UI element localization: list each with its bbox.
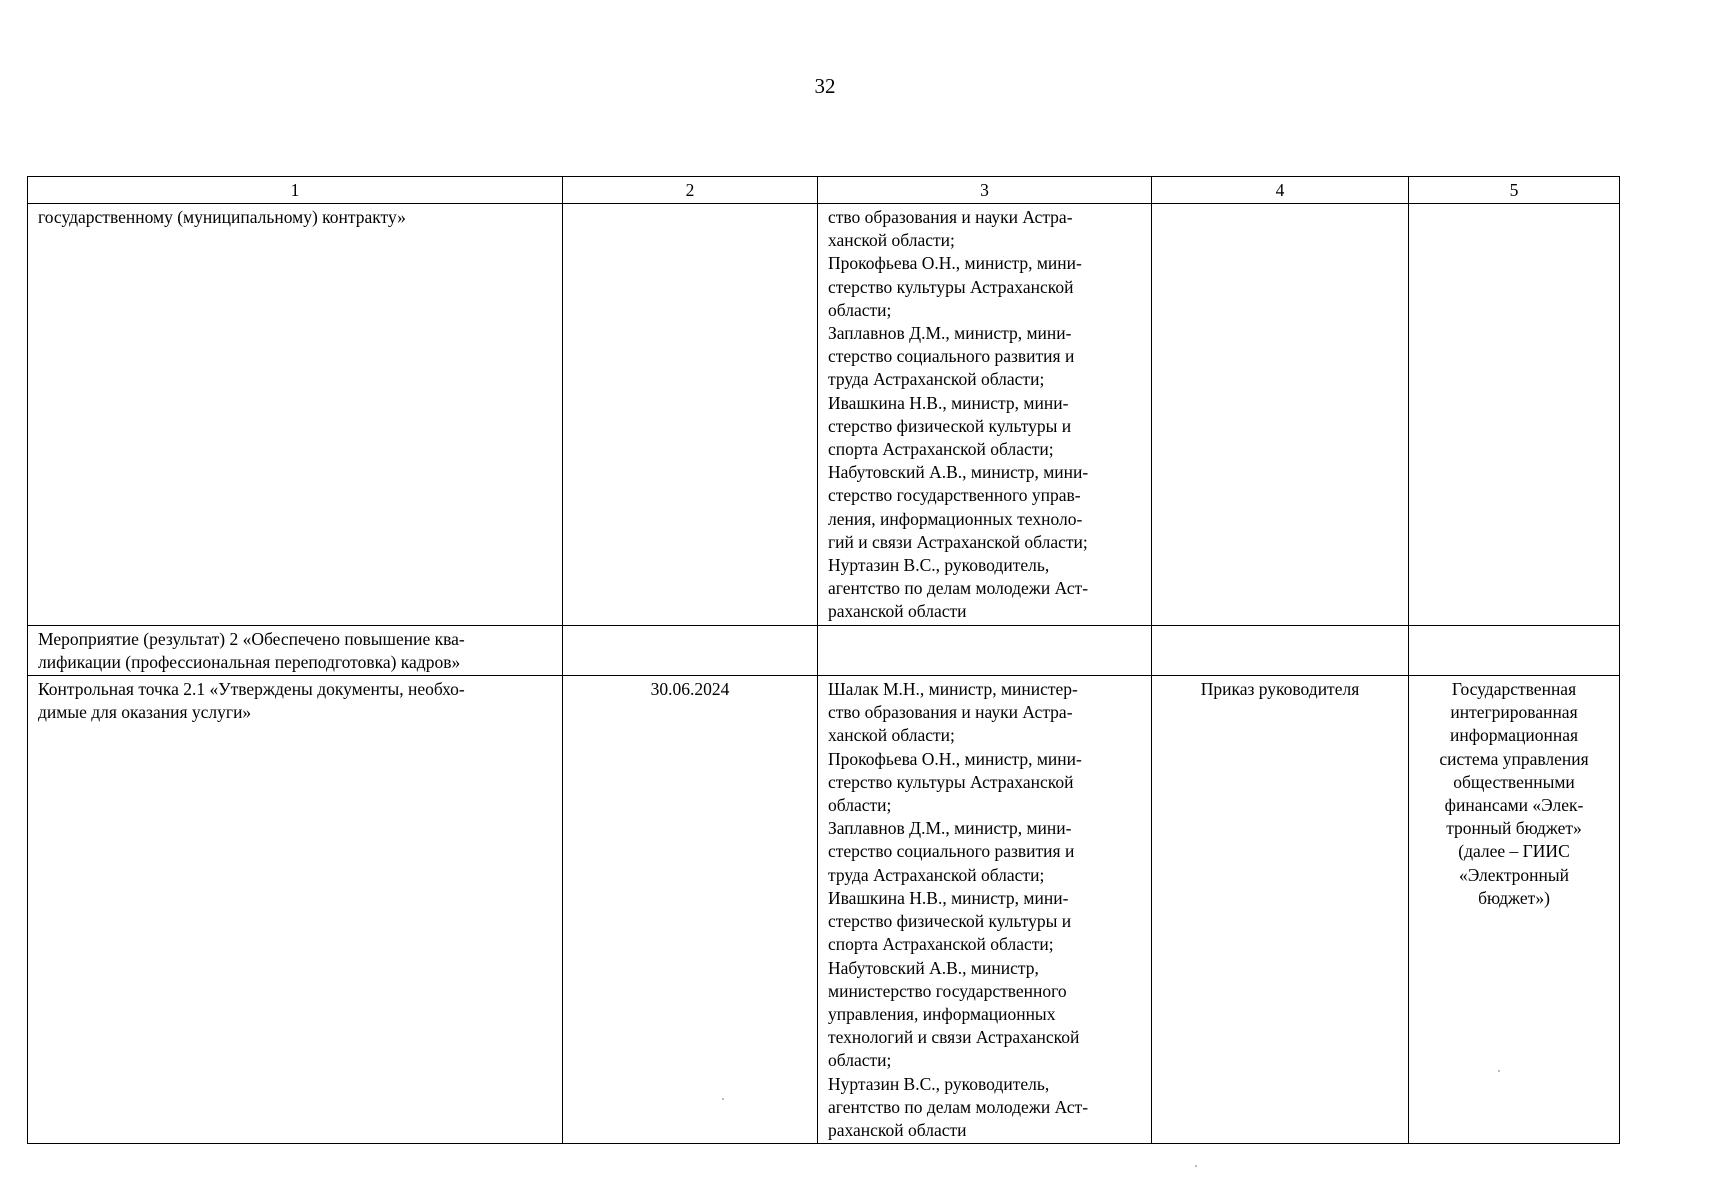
cell-text-line: спорта Астраханской области; <box>828 439 1054 460</box>
cell-text-line: ство образования и науки Астра- <box>828 207 1073 227</box>
cell-text-line: общественными <box>1453 771 1575 792</box>
cell-text-line: Прокофьева О.Н., министр, мини- <box>828 748 1082 769</box>
scan-speck <box>1498 1070 1500 1072</box>
header-col-3: 3 <box>818 177 1152 204</box>
cell-document-type <box>1152 625 1409 675</box>
cell-text-line: Нуртазин В.С., руководитель, <box>828 1073 1050 1094</box>
cell-text-line: тронный бюджет» <box>1446 818 1582 839</box>
cell-text-line: агентство по делам молодежи Аст- <box>828 578 1089 599</box>
cell-text-line: система управления <box>1439 748 1589 769</box>
cell-info-system <box>1409 204 1620 626</box>
header-col-5: 5 <box>1409 177 1620 204</box>
cell-name <box>28 625 563 675</box>
cell-text-line: стерство физической культуры и <box>828 911 1072 932</box>
cell-text-line: стерство культуры Астраханской <box>828 771 1074 792</box>
cell-info-system <box>1409 625 1620 675</box>
cell-text-line: Мероприятие (результат) 2 «Обеспечено повышение ква- <box>38 628 465 649</box>
cell-text-line: ханской области; <box>828 725 955 746</box>
document-table <box>27 176 1620 1144</box>
scan-speck <box>1195 1165 1197 1167</box>
cell-text-line: области; <box>828 1050 892 1071</box>
cell-text-line: ство образования и науки Астра- <box>828 702 1073 723</box>
cell-responsible <box>818 204 1152 626</box>
cell-text-line: агентство по делам молодежи Аст- <box>828 1096 1089 1117</box>
cell-text-line: спорта Астраханской области; <box>828 934 1054 955</box>
cell-text-line: Заплавнов Д.М., министр, мини- <box>828 818 1072 839</box>
cell-responsible <box>818 676 1152 1144</box>
cell-text-line: лификации (профессиональная переподготовка) кадров» <box>38 651 461 672</box>
cell-responsible <box>818 625 1152 675</box>
cell-text-line: финансами «Элек- <box>1444 795 1584 816</box>
header-col-1: 1 <box>28 177 563 204</box>
cell-text-line: Прокофьева О.Н., министр, мини- <box>828 253 1082 274</box>
page-number: 32 <box>814 74 836 98</box>
cell-text-line: стерство социального развития и <box>828 841 1075 862</box>
cell-text-line: области; <box>828 795 892 816</box>
cell-text-line: раханской области <box>828 1119 967 1140</box>
cell-text-line: Контрольная точка 2.1 «Утверждены документы, необхо- <box>38 679 465 700</box>
cell-text-line: интегрированная <box>1450 702 1578 723</box>
cell-date <box>563 625 818 675</box>
cell-date: 30.06.2024 <box>563 676 818 1144</box>
cell-text-line: Шалак М.Н., министр, министер- <box>828 679 1078 700</box>
cell-document-type <box>1152 204 1409 626</box>
table-header-row <box>28 177 1620 204</box>
cell-text-line: гий и связи Астраханской области; <box>828 531 1088 552</box>
cell-text-line: бюджет») <box>1478 887 1550 908</box>
cell-text-line: управления, информационных <box>828 1003 1056 1024</box>
cell-text-line: димые для оказания услуги» <box>38 702 252 723</box>
cell-text-line: информационная <box>1449 725 1579 746</box>
table-row <box>28 625 1620 675</box>
cell-text-line: (далее – ГИИС <box>1458 841 1570 862</box>
cell-text-line: стерство социального развития и <box>828 346 1075 367</box>
cell-text-line: стерство государственного управ- <box>828 485 1081 506</box>
scan-speck <box>722 1098 724 1100</box>
cell-text-line: министерство государственного <box>828 980 1067 1001</box>
cell-text-line: ханской области; <box>828 230 955 251</box>
cell-text-line: раханской области <box>828 601 967 622</box>
cell-text-line: «Электронный <box>1458 864 1570 885</box>
cell-text-line: Набутовский А.В., министр, мини- <box>828 462 1089 483</box>
cell-text-line: стерство культуры Астраханской <box>828 276 1074 297</box>
cell-text-line: Заплавнов Д.М., министр, мини- <box>828 323 1072 344</box>
cell-text-line: Ивашкина Н.В., министр, мини- <box>828 392 1069 413</box>
cell-name <box>28 204 563 626</box>
cell-text-line: ления, информационных техноло- <box>828 508 1083 529</box>
header-col-2: 2 <box>563 177 818 204</box>
cell-info-system <box>1409 676 1620 1144</box>
cell-text-line: Нуртазин В.С., руководитель, <box>828 555 1050 576</box>
header-col-4: 4 <box>1152 177 1409 204</box>
table-row <box>28 676 1620 1144</box>
cell-text-line: труда Астраханской области; <box>828 864 1045 885</box>
cell-text-line: стерство физической культуры и <box>828 415 1072 436</box>
cell-text-line: области; <box>828 299 892 320</box>
cell-text-line: Ивашкина Н.В., министр, мини- <box>828 887 1069 908</box>
cell-text-line: труда Астраханской области; <box>828 369 1045 390</box>
cell-text-line: Набутовский А.В., министр, <box>828 957 1039 978</box>
cell-text-line: технологий и связи Астраханской <box>828 1027 1080 1048</box>
cell-name <box>28 676 563 1144</box>
cell-document-type: Приказ руководителя <box>1152 676 1409 1144</box>
cell-text-line: Государственная <box>1451 679 1577 700</box>
cell-text-line: государственному (муниципальному) контракту» <box>38 207 406 227</box>
table-row <box>28 204 1620 626</box>
cell-date <box>563 204 818 626</box>
